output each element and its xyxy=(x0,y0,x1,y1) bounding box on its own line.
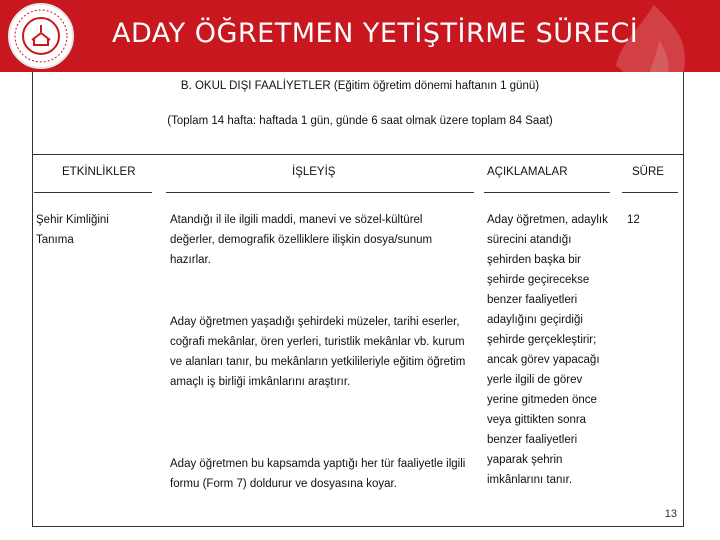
title-banner xyxy=(0,0,720,72)
duration-cell: 12 xyxy=(627,214,640,226)
section-subheading: (Toplam 14 hafta: haftada 1 gün, günde 6 saat olmak üzere toplam 84 Saat) xyxy=(167,115,553,127)
header-divider xyxy=(33,154,683,155)
activity-cell: Şehir Kimliğini Tanıma xyxy=(36,214,109,246)
column-separator xyxy=(34,192,152,193)
process-paragraph-3: Aday öğretmen bu kapsamda yaptığı her tür faaliyetle ilgili formu (Form 7) doldurur ve dosyasına koyar. xyxy=(170,458,466,490)
page-number: 13 xyxy=(664,508,677,520)
page-title: ADAY ÖĞRETMEN YETİŞTİRME SÜRECİ xyxy=(112,18,639,49)
notes-cell: Aday öğretmen, adaylık sürecini atandığı şehirden başka bir şehirde geçirecekse benzer faaliyetleri adaylığını geçirdiği şehirde gerçekleştirir; ancak görev yapacağı yerle ilgili de görev yerine gitmeden önce veya gittikten sonra benzer faaliyetleri yaparak şehrin imkânlarını tanır. xyxy=(487,214,608,486)
column-header-process: İŞLEYİŞ xyxy=(292,166,336,178)
column-separator xyxy=(622,192,678,193)
ministry-logo-icon xyxy=(8,3,74,69)
column-separator xyxy=(166,192,474,193)
column-header-notes: AÇIKLAMALAR xyxy=(487,166,568,178)
column-header-activities: ETKİNLİKLER xyxy=(62,166,136,178)
flame-emblem-icon xyxy=(594,0,714,72)
process-paragraph-2: Aday öğretmen yaşadığı şehirdeki müzeler, tarihi eserler, coğrafi mekânlar, ören yerleri, turistlik mekânlar vb. kurum ve alanları tanır, bu mekânların yetkilileriyle eğitim öğretim amaçlı iş birliği imkânlarını araştırır. xyxy=(170,316,466,388)
process-paragraph-1: Atandığı il ile ilgili maddi, manevi ve sözel-kültürel değerler, demografik özelliklere ilişkin dosya/sunum hazırlar. xyxy=(170,214,433,266)
section-heading: B. OKUL DIŞI FAALİYETLER (Eğitim öğretim dönemi haftanın 1 günü) xyxy=(180,80,540,92)
column-header-duration: SÜRE xyxy=(632,166,664,178)
column-separator xyxy=(484,192,610,193)
